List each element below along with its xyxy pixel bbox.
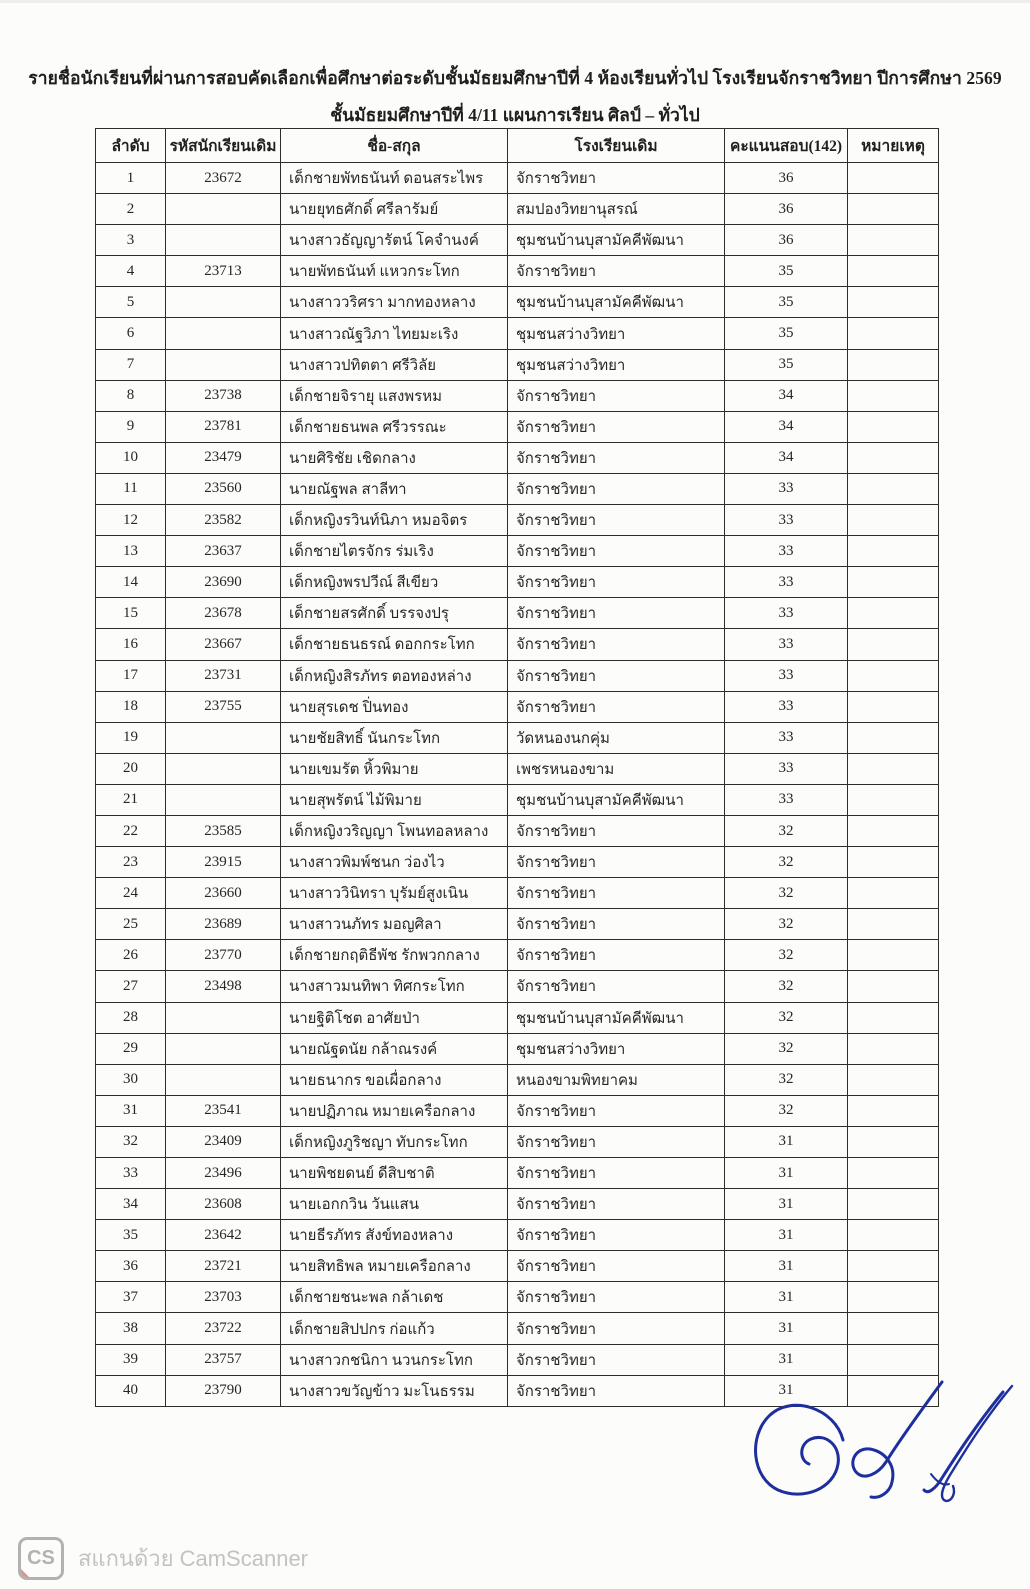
cell-remark (848, 1064, 939, 1095)
cell-student-id: 23479 (166, 442, 281, 473)
table-row (96, 598, 939, 629)
cell-student-id (166, 1064, 281, 1095)
cell-remark (848, 1313, 939, 1344)
table-row (96, 909, 939, 940)
cell-school: จักราชวิทยา (508, 1251, 725, 1282)
cell-student-id: 23703 (166, 1282, 281, 1313)
table-row (96, 815, 939, 846)
cell-score: 34 (725, 442, 848, 473)
cell-order: 5 (96, 287, 166, 318)
camscanner-watermark (18, 1534, 308, 1582)
camscanner-logo-icon (18, 1537, 64, 1580)
cell-order: 9 (96, 411, 166, 442)
cell-remark (848, 1282, 939, 1313)
table-row (96, 1251, 939, 1282)
cell-order: 25 (96, 909, 166, 940)
cell-name: นางสาวพิมพ์ชนก ว่องไว (281, 847, 508, 878)
cell-score: 35 (725, 256, 848, 287)
cell-student-id: 23781 (166, 411, 281, 442)
cell-score: 32 (725, 1002, 848, 1033)
cell-name: นายยุทธศักดิ์ ศรีลารัมย์ (281, 194, 508, 225)
cell-student-id: 23678 (166, 598, 281, 629)
cell-name: เด็กชายไตรจักร ร่มเริง (281, 536, 508, 567)
cell-score: 32 (725, 878, 848, 909)
cell-score: 33 (725, 629, 848, 660)
cell-student-id (166, 722, 281, 753)
cell-order: 4 (96, 256, 166, 287)
cell-name: นางสาววินิทรา บุรัมย์สูงเนิน (281, 878, 508, 909)
cell-order: 30 (96, 1064, 166, 1095)
cell-remark (848, 411, 939, 442)
cell-name: เด็กชายสิปปกร ก่อแก้ว (281, 1313, 508, 1344)
cell-score: 32 (725, 1095, 848, 1126)
cell-score: 31 (725, 1189, 848, 1220)
cell-student-id (166, 784, 281, 815)
cell-name: นางสาวขวัญข้าว มะโนธรรม (281, 1375, 508, 1406)
cell-school: ชุมชนบ้านบุสามัคคีพัฒนา (508, 287, 725, 318)
cell-remark (848, 536, 939, 567)
cell-remark (848, 1375, 939, 1406)
cell-name: เด็กหญิงภูริชญา ทับกระโทก (281, 1126, 508, 1157)
table-row (96, 971, 939, 1002)
column-header-school: โรงเรียนเดิม (508, 129, 725, 163)
table-row (96, 847, 939, 878)
cell-name: นายณัฐพล สาลีทา (281, 473, 508, 504)
cell-school: จักราชวิทยา (508, 442, 725, 473)
table-row (96, 1126, 939, 1157)
cell-school: จักราชวิทยา (508, 256, 725, 287)
cell-remark (848, 287, 939, 318)
table-body (96, 163, 939, 1407)
cell-remark (848, 753, 939, 784)
table-row (96, 411, 939, 442)
cell-name: นายสุพรัตน์ ไม้พิมาย (281, 784, 508, 815)
cell-remark (848, 194, 939, 225)
table-row (96, 287, 939, 318)
cell-score: 34 (725, 380, 848, 411)
cell-order: 37 (96, 1282, 166, 1313)
cell-order: 26 (96, 940, 166, 971)
cell-remark (848, 1002, 939, 1033)
cell-score: 31 (725, 1126, 848, 1157)
cell-remark (848, 318, 939, 349)
cell-name: เด็กหญิงสิรภัทร ตอทองหล่าง (281, 660, 508, 691)
cell-student-id (166, 1002, 281, 1033)
cell-order: 10 (96, 442, 166, 473)
cell-school: สมปองวิทยานุสรณ์ (508, 194, 725, 225)
cell-order: 32 (96, 1126, 166, 1157)
column-header-student-id: รหัสนักเรียนเดิม (166, 129, 281, 163)
cell-school: จักราชวิทยา (508, 1375, 725, 1406)
cell-remark (848, 660, 939, 691)
cell-school: จักราชวิทยา (508, 660, 725, 691)
cell-remark (848, 1189, 939, 1220)
cell-student-id: 23690 (166, 567, 281, 598)
cell-score: 33 (725, 473, 848, 504)
cell-school: ชุมชนบ้านบุสามัคคีพัฒนา (508, 784, 725, 815)
table-row (96, 442, 939, 473)
cell-school: จักราชวิทยา (508, 1220, 725, 1251)
cell-order: 16 (96, 629, 166, 660)
table-row (96, 473, 939, 504)
cell-school: จักราชวิทยา (508, 815, 725, 846)
cell-remark (848, 1220, 939, 1251)
cell-school: จักราชวิทยา (508, 847, 725, 878)
cell-school: ชุมชนสว่างวิทยา (508, 1033, 725, 1064)
cell-score: 34 (725, 411, 848, 442)
table-row (96, 722, 939, 753)
cell-name: นายฐิติโชต อาศัยป่า (281, 1002, 508, 1033)
cell-order: 17 (96, 660, 166, 691)
cell-remark (848, 691, 939, 722)
cell-student-id: 23915 (166, 847, 281, 878)
cell-student-id: 23660 (166, 878, 281, 909)
cell-score: 35 (725, 349, 848, 380)
cell-school: ชุมชนสว่างวิทยา (508, 349, 725, 380)
table-row (96, 163, 939, 194)
cell-order: 27 (96, 971, 166, 1002)
cell-school: จักราชวิทยา (508, 411, 725, 442)
cell-order: 7 (96, 349, 166, 380)
cell-name: นายเอกกวิน วันแสน (281, 1189, 508, 1220)
table-row (96, 753, 939, 784)
cell-remark (848, 225, 939, 256)
cell-order: 28 (96, 1002, 166, 1033)
cell-remark (848, 629, 939, 660)
cell-score: 33 (725, 536, 848, 567)
table-row (96, 349, 939, 380)
cell-name: นายณัฐดนัย กล้าณรงค์ (281, 1033, 508, 1064)
cell-school: ชุมชนสว่างวิทยา (508, 318, 725, 349)
cell-remark (848, 163, 939, 194)
cell-student-id: 23713 (166, 256, 281, 287)
cell-name: นางสาวปทิตตา ศรีวิลัย (281, 349, 508, 380)
cell-score: 33 (725, 505, 848, 536)
table-row (96, 940, 939, 971)
cell-remark (848, 722, 939, 753)
cell-student-id: 23642 (166, 1220, 281, 1251)
table-row (96, 1158, 939, 1189)
cell-remark (848, 1251, 939, 1282)
camscanner-red-fold (18, 1566, 32, 1580)
cell-school: จักราชวิทยา (508, 1158, 725, 1189)
cell-score: 31 (725, 1344, 848, 1375)
cell-remark (848, 1095, 939, 1126)
table-row (96, 1189, 939, 1220)
table-row (96, 567, 939, 598)
cell-student-id: 23496 (166, 1158, 281, 1189)
table-row (96, 1220, 939, 1251)
cell-name: เด็กชายชนะพล กล้าเดช (281, 1282, 508, 1313)
cell-score: 32 (725, 847, 848, 878)
cell-school: จักราชวิทยา (508, 1282, 725, 1313)
column-header-order: ลำดับ (96, 129, 166, 163)
cell-score: 32 (725, 909, 848, 940)
cell-name: เด็กหญิงพรปวีณ์ สีเขียว (281, 567, 508, 598)
table-row (96, 380, 939, 411)
cell-name: เด็กชายธนพล ศรีวรรณะ (281, 411, 508, 442)
cell-student-id: 23608 (166, 1189, 281, 1220)
cell-name: นางสาวณัฐวิภา ไทยมะเริง (281, 318, 508, 349)
cell-order: 22 (96, 815, 166, 846)
cell-order: 21 (96, 784, 166, 815)
students-table (95, 128, 939, 1407)
table-row (96, 691, 939, 722)
cell-remark (848, 1033, 939, 1064)
cell-remark (848, 971, 939, 1002)
column-header-name: ชื่อ-สกุล (281, 129, 508, 163)
cell-student-id: 23667 (166, 629, 281, 660)
column-header-score: คะแนนสอบ(142) (725, 129, 848, 163)
cell-score: 32 (725, 815, 848, 846)
cell-score: 33 (725, 691, 848, 722)
cell-score: 31 (725, 1251, 848, 1282)
cell-remark (848, 1344, 939, 1375)
cell-remark (848, 505, 939, 536)
cell-order: 3 (96, 225, 166, 256)
cell-order: 31 (96, 1095, 166, 1126)
cell-school: จักราชวิทยา (508, 536, 725, 567)
cell-student-id: 23582 (166, 505, 281, 536)
cell-order: 24 (96, 878, 166, 909)
cell-student-id (166, 225, 281, 256)
cell-student-id: 23541 (166, 1095, 281, 1126)
cell-order: 11 (96, 473, 166, 504)
cell-remark (848, 598, 939, 629)
cell-order: 19 (96, 722, 166, 753)
cell-score: 32 (725, 1064, 848, 1095)
cell-score: 32 (725, 940, 848, 971)
cell-remark (848, 909, 939, 940)
cell-order: 13 (96, 536, 166, 567)
cell-score: 31 (725, 1282, 848, 1313)
cell-score: 35 (725, 318, 848, 349)
cell-student-id (166, 1033, 281, 1064)
cell-school: จักราชวิทยา (508, 691, 725, 722)
cell-name: นางสาวกชนิกา นวนกระโทก (281, 1344, 508, 1375)
cell-remark (848, 473, 939, 504)
cell-school: จักราชวิทยา (508, 380, 725, 411)
cell-score: 33 (725, 784, 848, 815)
table-row (96, 878, 939, 909)
cell-score: 33 (725, 660, 848, 691)
cell-score: 31 (725, 1158, 848, 1189)
cell-student-id (166, 349, 281, 380)
cell-order: 6 (96, 318, 166, 349)
cell-school: ชุมชนบ้านบุสามัคคีพัฒนา (508, 1002, 725, 1033)
cell-name: นายพิชยดนย์ ดีสิบชาติ (281, 1158, 508, 1189)
table-row (96, 1064, 939, 1095)
cell-student-id: 23409 (166, 1126, 281, 1157)
cell-student-id: 23721 (166, 1251, 281, 1282)
table-row (96, 1033, 939, 1064)
cell-name: นางสาววริศรา มากทองหลาง (281, 287, 508, 318)
cell-student-id (166, 287, 281, 318)
cell-name: เด็กชายธนธรณ์ ดอกกระโทก (281, 629, 508, 660)
cell-name: นายธนากร ขอเผื่อกลาง (281, 1064, 508, 1095)
cell-remark (848, 1126, 939, 1157)
cell-score: 33 (725, 598, 848, 629)
table-row (96, 1095, 939, 1126)
cell-remark (848, 380, 939, 411)
cell-remark (848, 847, 939, 878)
cell-order: 2 (96, 194, 166, 225)
document-title: รายชื่อนักเรียนที่ผ่านการสอบคัดเลือกเพื่อศึกษาต่อระดับชั้นมัธยมศึกษาปีที่ 4 ห้องเรียนทั่วไป โรงเรียนจักราชวิทยา ปีการศึกษา 2569 (28, 68, 1002, 88)
cell-student-id (166, 194, 281, 225)
cell-school: จักราชวิทยา (508, 567, 725, 598)
cell-name: นางสาวนภัทร มอญศิลา (281, 909, 508, 940)
cell-school: วัดหนองนกคุ่ม (508, 722, 725, 753)
cell-school: จักราชวิทยา (508, 878, 725, 909)
cell-order: 1 (96, 163, 166, 194)
table-row (96, 256, 939, 287)
cell-name: นายศิริชัย เชิดกลาง (281, 442, 508, 473)
cell-name: นายปฏิภาณ หมายเครือกลาง (281, 1095, 508, 1126)
column-header-remark: หมายเหตุ (848, 129, 939, 163)
cell-order: 38 (96, 1313, 166, 1344)
cell-student-id: 23560 (166, 473, 281, 504)
document-subtitle: ชั้นมัธยมศึกษาปีที่ 4/11 แผนการเรียน ศิลป์ – ทั่วไป (330, 105, 700, 125)
cell-score: 33 (725, 753, 848, 784)
cell-order: 39 (96, 1344, 166, 1375)
cell-score: 33 (725, 567, 848, 598)
cell-name: นายธีรภัทร สังข์ทองหลาง (281, 1220, 508, 1251)
cell-score: 36 (725, 163, 848, 194)
cell-order: 20 (96, 753, 166, 784)
cell-name: นางสาวธัญญารัตน์ โคจำนงค์ (281, 225, 508, 256)
cell-order: 23 (96, 847, 166, 878)
cell-student-id: 23722 (166, 1313, 281, 1344)
cell-school: เพชรหนองขาม (508, 753, 725, 784)
cell-order: 14 (96, 567, 166, 598)
cell-name: เด็กหญิงรวินท์นิภา หมอจิตร (281, 505, 508, 536)
cell-name: เด็กหญิงวริญญา โพนทอลหลาง (281, 815, 508, 846)
cell-student-id: 23770 (166, 940, 281, 971)
table-row (96, 1313, 939, 1344)
cell-order: 18 (96, 691, 166, 722)
cell-order: 8 (96, 380, 166, 411)
cell-student-id: 23689 (166, 909, 281, 940)
cell-remark (848, 567, 939, 598)
cell-name: นายสิทธิพล หมายเครือกลาง (281, 1251, 508, 1282)
table-row (96, 536, 939, 567)
cell-name: เด็กชายสรศักดิ์ บรรจงปรุ (281, 598, 508, 629)
cell-score: 31 (725, 1375, 848, 1406)
scan-edge-shadow (0, 0, 1030, 3)
cell-remark (848, 940, 939, 971)
cell-name: เด็กชายกฤติธีพัช รักพวกกลาง (281, 940, 508, 971)
cell-remark (848, 878, 939, 909)
cell-name: นายพัทธนันท์ แหวกระโทก (281, 256, 508, 287)
cell-order: 33 (96, 1158, 166, 1189)
cell-score: 36 (725, 194, 848, 225)
cell-score: 31 (725, 1313, 848, 1344)
table-row (96, 505, 939, 536)
camscanner-badge-label: CS (27, 1546, 55, 1569)
cell-school: จักราชวิทยา (508, 505, 725, 536)
table-row (96, 1375, 939, 1406)
cell-student-id: 23755 (166, 691, 281, 722)
cell-order: 12 (96, 505, 166, 536)
cell-order: 15 (96, 598, 166, 629)
cell-name: เด็กชายจิรายุ แสงพรหม (281, 380, 508, 411)
cell-school: จักราชวิทยา (508, 629, 725, 660)
table-row (96, 318, 939, 349)
cell-order: 40 (96, 1375, 166, 1406)
cell-student-id: 23790 (166, 1375, 281, 1406)
cell-school: จักราชวิทยา (508, 598, 725, 629)
cell-order: 35 (96, 1220, 166, 1251)
cell-name: นายชัยสิทธิ์ นันกระโทก (281, 722, 508, 753)
cell-school: จักราชวิทยา (508, 1095, 725, 1126)
table-row (96, 784, 939, 815)
cell-score: 31 (725, 1220, 848, 1251)
cell-score: 33 (725, 722, 848, 753)
cell-order: 34 (96, 1189, 166, 1220)
cell-score: 32 (725, 1033, 848, 1064)
cell-order: 36 (96, 1251, 166, 1282)
cell-school: จักราชวิทยา (508, 473, 725, 504)
cell-student-id: 23738 (166, 380, 281, 411)
cell-student-id: 23585 (166, 815, 281, 846)
table-row (96, 225, 939, 256)
cell-student-id: 23757 (166, 1344, 281, 1375)
table-row (96, 1344, 939, 1375)
cell-remark (848, 784, 939, 815)
cell-school: จักราชวิทยา (508, 163, 725, 194)
cell-school: จักราชวิทยา (508, 940, 725, 971)
cell-name: นายสุรเดช ปิ่นทอง (281, 691, 508, 722)
cell-school: จักราชวิทยา (508, 1189, 725, 1220)
cell-score: 35 (725, 287, 848, 318)
cell-student-id: 23498 (166, 971, 281, 1002)
cell-school: หนองขามพิทยาคม (508, 1064, 725, 1095)
table-header-row (96, 129, 939, 163)
cell-remark (848, 256, 939, 287)
cell-name: นางสาวมนทิพา ทิศกระโทก (281, 971, 508, 1002)
table-row (96, 194, 939, 225)
cell-school: จักราชวิทยา (508, 1126, 725, 1157)
cell-name: นายเขมรัต หิ้วพิมาย (281, 753, 508, 784)
cell-student-id (166, 753, 281, 784)
cell-score: 36 (725, 225, 848, 256)
table-row (96, 1282, 939, 1313)
cell-name: เด็กชายพัทธนันท์ ดอนสระไพร (281, 163, 508, 194)
cell-student-id (166, 318, 281, 349)
cell-remark (848, 349, 939, 380)
cell-score: 32 (725, 971, 848, 1002)
cell-school: จักราชวิทยา (508, 1313, 725, 1344)
cell-school: จักราชวิทยา (508, 971, 725, 1002)
cell-remark (848, 815, 939, 846)
camscanner-text: สแกนด้วย CamScanner (78, 1545, 309, 1571)
cell-student-id: 23731 (166, 660, 281, 691)
cell-school: จักราชวิทยา (508, 909, 725, 940)
cell-order: 29 (96, 1033, 166, 1064)
table-row (96, 1002, 939, 1033)
cell-student-id: 23637 (166, 536, 281, 567)
cell-remark (848, 1158, 939, 1189)
cell-remark (848, 442, 939, 473)
cell-school: จักราชวิทยา (508, 1344, 725, 1375)
table-row (96, 629, 939, 660)
cell-school: ชุมชนบ้านบุสามัคคีพัฒนา (508, 225, 725, 256)
cell-student-id: 23672 (166, 163, 281, 194)
table-row (96, 660, 939, 691)
